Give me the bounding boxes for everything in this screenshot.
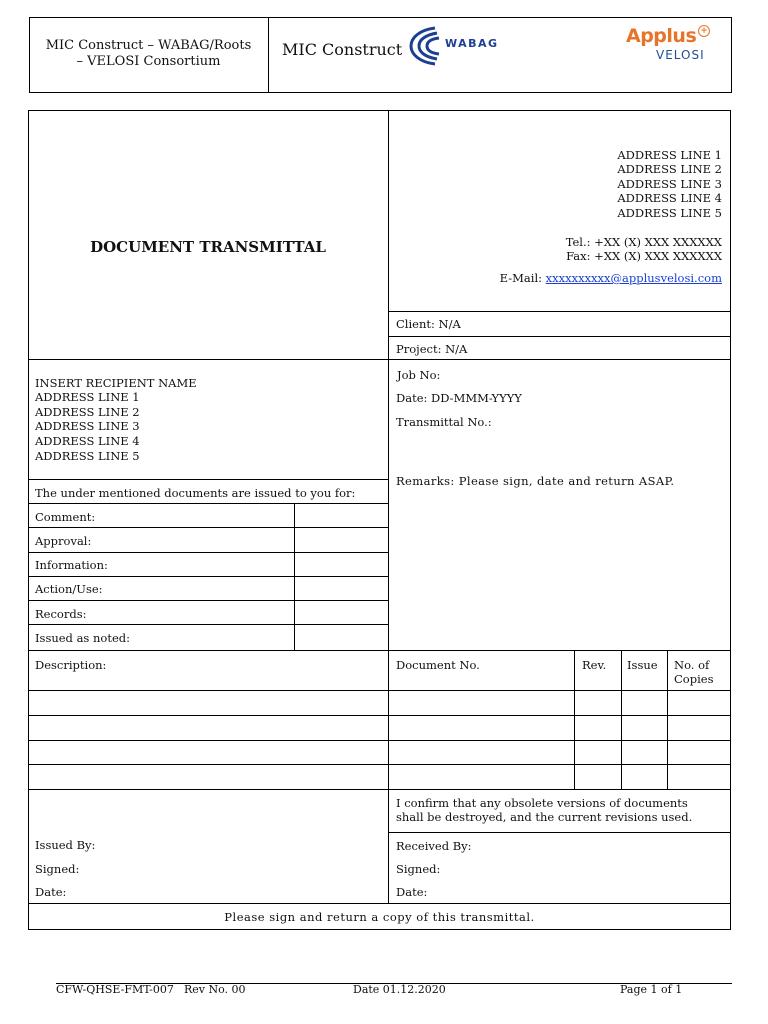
main-column-divider — [388, 110, 389, 903]
issue-column-divider — [621, 650, 622, 789]
issued-for-heading-line — [28, 479, 388, 480]
email-label: E-Mail: — [499, 271, 542, 285]
applus-velosi-logo — [624, 25, 714, 65]
recipient-address-line: ADDRESS LINE 4 — [35, 434, 140, 448]
applus-logo-text: Applus — [626, 25, 697, 47]
received-by-label: Received By: — [396, 839, 472, 853]
velosi-logo-text: VELOSI — [656, 48, 705, 62]
header-divider — [268, 17, 269, 93]
issued-for-heading: The under mentioned documents are issued to you for: — [35, 486, 356, 500]
consortium-name-line1: MIC Construct – WABAG/Roots — [45, 38, 252, 53]
sender-address-line: ADDRESS LINE 1 — [617, 148, 722, 162]
table-header-copies-line2: Copies — [674, 672, 714, 686]
sender-tel: Tel.: +XX (X) XXX XXXXXX — [565, 235, 722, 249]
sender-address-line: ADDRESS LINE 5 — [617, 206, 722, 220]
sender-fax: Fax: +XX (X) XXX XXXXXX — [566, 249, 722, 263]
table-header-rev: Rev. — [582, 658, 607, 672]
date-field: Date: DD-MMM-YYYY — [396, 391, 522, 405]
purpose-check-cell-information[interactable] — [295, 553, 387, 575]
copies-column-divider — [667, 650, 668, 789]
confirmation-line2: shall be destroyed, and the current revisions used. — [396, 810, 693, 824]
purpose-label-comment: Comment: — [35, 510, 96, 524]
recipient-row-line — [28, 359, 731, 360]
issued-by-signed: Signed: — [35, 862, 80, 876]
client-field: Client: N/A — [396, 317, 461, 331]
received-by-date: Date: — [396, 885, 428, 899]
purpose-check-cell-approval[interactable] — [295, 528, 387, 551]
purpose-label-information: Information: — [35, 558, 108, 572]
job-no-field: Job No: — [397, 368, 441, 382]
table-row-line-1 — [28, 715, 731, 716]
confirmation-line — [388, 832, 731, 833]
footer-note-line — [28, 903, 731, 904]
issued-by-label: Issued By: — [35, 838, 96, 852]
recipient-address-line: ADDRESS LINE 1 — [35, 390, 140, 404]
recipient-address-line: ADDRESS LINE 2 — [35, 405, 140, 419]
revision-number: Rev No. 00 — [184, 983, 246, 996]
email-link[interactable]: xxxxxxxxxx@applusvelosi.com — [545, 271, 722, 285]
project-row-line — [388, 336, 731, 337]
sender-email-row — [500, 271, 722, 285]
recipient-address-line: ADDRESS LINE 5 — [35, 449, 140, 463]
table-header-bottom-line — [28, 690, 731, 691]
table-header-description: Description: — [35, 658, 107, 672]
client-row-line — [388, 311, 731, 312]
purpose-label-records: Records: — [35, 607, 87, 621]
form-reference: CFW-QHSE-FMT-007 — [56, 983, 174, 996]
sender-address-line: ADDRESS LINE 4 — [617, 191, 722, 205]
table-header-document-no: Document No. — [396, 658, 480, 672]
table-row-line-3 — [28, 764, 731, 765]
rev-column-divider — [574, 650, 575, 789]
purpose-check-cell-issued-as-noted[interactable] — [295, 625, 387, 649]
plus-circle-icon: + — [698, 25, 710, 37]
sender-address-line: ADDRESS LINE 3 — [617, 177, 722, 191]
return-instruction: Please sign and return a copy of this transmittal. — [224, 910, 535, 924]
recipient-name: INSERT RECIPIENT NAME — [35, 376, 197, 390]
consortium-name-line2: – VELOSI Consortium — [76, 54, 221, 69]
purpose-label-issued-as-noted: Issued as noted: — [35, 631, 130, 645]
purpose-label-approval: Approval: — [35, 534, 92, 548]
confirmation-line1: I confirm that any obsolete versions of documents — [396, 796, 688, 810]
wabag-logo-text: WABAG — [445, 37, 499, 50]
mic-construct-logo-text: MIC Construct — [282, 40, 403, 59]
purpose-check-cell-records[interactable] — [295, 601, 387, 623]
issued-by-date: Date: — [35, 885, 67, 899]
document-title: DOCUMENT TRANSMITTAL — [90, 238, 326, 256]
wabag-logo — [405, 24, 505, 68]
table-header-top-line — [28, 650, 731, 651]
project-field: Project: N/A — [396, 342, 468, 356]
remarks-field: Remarks: Please sign, date and return ASAP. — [396, 474, 675, 488]
transmittal-no-field: Transmittal No.: — [396, 415, 492, 429]
recipient-address-line: ADDRESS LINE 3 — [35, 419, 140, 433]
sender-address-line: ADDRESS LINE 2 — [617, 162, 722, 176]
received-by-signed: Signed: — [396, 862, 441, 876]
table-bottom-line — [28, 789, 731, 790]
purpose-label-action-use: Action/Use: — [35, 582, 103, 596]
purpose-check-cell-action-use[interactable] — [295, 577, 387, 599]
purpose-check-cell-comment[interactable] — [295, 504, 387, 526]
footer-date: Date 01.12.2020 — [353, 983, 446, 996]
page-number: Page 1 of 1 — [620, 983, 683, 996]
table-row-line-2 — [28, 740, 731, 741]
table-header-issue: Issue — [627, 658, 658, 672]
table-header-copies-line1: No. of — [674, 658, 710, 672]
